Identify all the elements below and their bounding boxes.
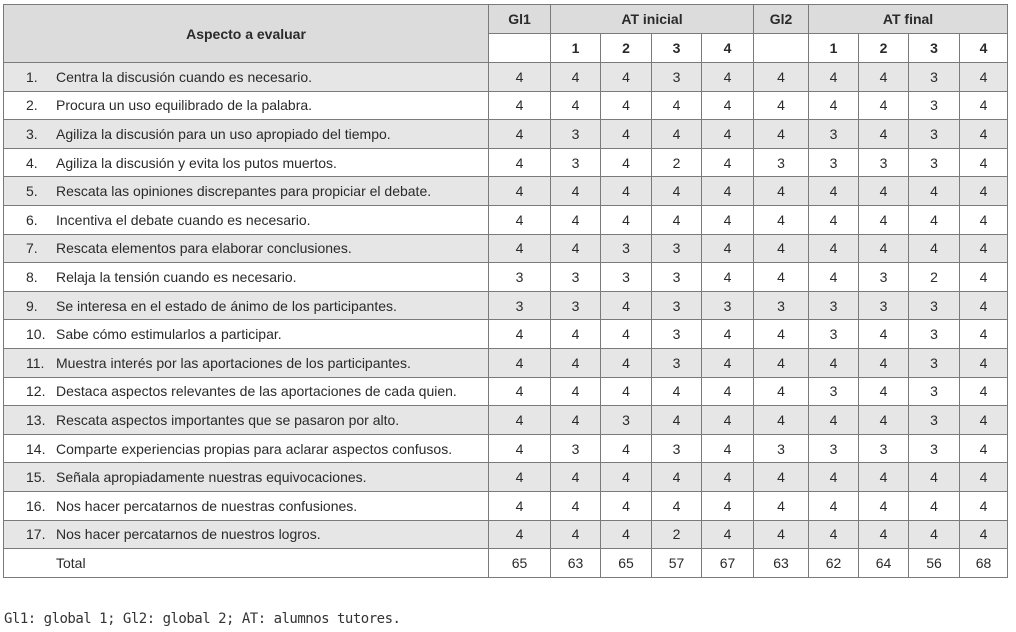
score-cell: 4 <box>960 434 1008 463</box>
score-cell: 3 <box>551 263 601 292</box>
aspect-number: 12. <box>26 383 46 400</box>
subcolumn-header <box>754 34 809 63</box>
score-cell: 4 <box>754 463 809 492</box>
score-cell: 4 <box>489 148 551 177</box>
score-cell: 4 <box>754 234 809 263</box>
table-row <box>4 463 1008 492</box>
total-cell: 63 <box>754 549 809 578</box>
score-cell: 4 <box>551 63 601 92</box>
score-cell: 4 <box>859 491 909 520</box>
aspect-number: 9. <box>26 297 38 314</box>
score-cell: 4 <box>809 234 859 263</box>
score-cell: 4 <box>702 406 754 435</box>
score-cell: 4 <box>960 91 1008 120</box>
score-cell: 4 <box>702 348 754 377</box>
score-cell: 4 <box>601 205 652 234</box>
score-cell: 3 <box>652 291 702 320</box>
score-cell: 4 <box>909 520 960 549</box>
total-cell: 68 <box>960 549 1008 578</box>
score-cell: 4 <box>489 205 551 234</box>
score-cell: 4 <box>960 291 1008 320</box>
score-cell: 4 <box>551 406 601 435</box>
aspect-text: Muestra interés por las aportaciones de los participantes. <box>56 354 411 371</box>
score-cell: 3 <box>809 320 859 349</box>
score-cell: 4 <box>489 463 551 492</box>
score-cell: 4 <box>754 348 809 377</box>
aspect-number: 17. <box>26 526 46 543</box>
score-cell: 3 <box>754 434 809 463</box>
aspect-cell <box>4 205 489 234</box>
score-cell: 4 <box>601 463 652 492</box>
subcolumn-header: 2 <box>859 34 909 63</box>
aspect-text: Procura un uso equilibrado de la palabra. <box>56 97 313 114</box>
header-row-groups <box>4 5 1008 34</box>
score-cell: 4 <box>960 63 1008 92</box>
aspect-text: Comparte experiencias propias para aclarar aspectos confusos. <box>56 440 453 457</box>
score-cell: 4 <box>489 234 551 263</box>
subcolumn-header: 1 <box>551 34 601 63</box>
score-cell: 4 <box>652 406 702 435</box>
score-cell: 3 <box>754 148 809 177</box>
score-cell: 4 <box>754 63 809 92</box>
aspect-number: 5. <box>26 183 38 200</box>
score-cell: 4 <box>859 205 909 234</box>
score-cell: 3 <box>809 120 859 149</box>
total-cell: 62 <box>809 549 859 578</box>
aspect-cell <box>4 491 489 520</box>
score-cell: 4 <box>809 491 859 520</box>
total-cell: 67 <box>702 549 754 578</box>
group-header: Gl1 <box>489 5 551 34</box>
score-cell: 4 <box>754 263 809 292</box>
aspect-text: Destaca aspectos relevantes de las aportaciones de cada quien. <box>56 383 457 400</box>
aspect-number: 16. <box>26 497 46 514</box>
aspect-cell <box>4 348 489 377</box>
total-row <box>4 549 1008 578</box>
table-header <box>4 5 1008 63</box>
score-cell: 4 <box>754 177 809 206</box>
score-cell: 4 <box>551 234 601 263</box>
table-row <box>4 63 1008 92</box>
aspect-text: Sabe cómo estimularlos a participar. <box>56 326 282 343</box>
aspect-cell <box>4 406 489 435</box>
aspect-cell <box>4 320 489 349</box>
score-cell: 4 <box>909 177 960 206</box>
aspect-text: Nos hacer percatarnos de nuestros logros. <box>56 526 321 543</box>
subcolumn-header: 4 <box>960 34 1008 63</box>
aspect-number: 15. <box>26 469 46 486</box>
score-cell: 4 <box>909 234 960 263</box>
score-cell: 4 <box>489 348 551 377</box>
total-cell: 65 <box>489 549 551 578</box>
aspect-text: Centra la discusión cuando es necesario. <box>56 68 313 85</box>
score-cell: 4 <box>489 406 551 435</box>
score-cell: 4 <box>601 348 652 377</box>
score-cell: 4 <box>652 491 702 520</box>
score-cell: 4 <box>702 148 754 177</box>
score-cell: 4 <box>652 377 702 406</box>
subcolumn-header: 1 <box>809 34 859 63</box>
aspect-cell <box>4 177 489 206</box>
aspect-text: Señala apropiadamente nuestras equivocaciones. <box>56 469 367 486</box>
aspect-cell <box>4 234 489 263</box>
score-cell: 4 <box>809 463 859 492</box>
score-cell: 4 <box>702 234 754 263</box>
score-cell: 4 <box>809 63 859 92</box>
score-cell: 4 <box>702 520 754 549</box>
score-cell: 3 <box>754 291 809 320</box>
score-cell: 3 <box>809 377 859 406</box>
score-cell: 3 <box>909 148 960 177</box>
score-cell: 4 <box>601 491 652 520</box>
score-cell: 4 <box>859 91 909 120</box>
aspect-text: Agiliza la discusión para un uso apropiado del tiempo. <box>56 125 391 142</box>
aspect-cell <box>4 120 489 149</box>
score-cell: 4 <box>601 120 652 149</box>
score-cell: 4 <box>551 348 601 377</box>
score-cell: 4 <box>551 91 601 120</box>
score-cell: 4 <box>489 91 551 120</box>
score-cell: 4 <box>489 63 551 92</box>
aspect-text: Relaja la tensión cuando es necesario. <box>56 268 297 285</box>
score-cell: 4 <box>909 463 960 492</box>
score-cell: 4 <box>702 120 754 149</box>
score-cell: 3 <box>859 148 909 177</box>
score-cell: 3 <box>601 406 652 435</box>
score-cell: 3 <box>489 263 551 292</box>
score-cell: 4 <box>809 205 859 234</box>
score-cell: 4 <box>754 406 809 435</box>
score-cell: 4 <box>652 91 702 120</box>
aspect-number: 2. <box>26 97 38 114</box>
subcolumn-header <box>489 34 551 63</box>
table-row <box>4 434 1008 463</box>
aspect-number: 11. <box>26 354 45 371</box>
subcolumn-header: 3 <box>652 34 702 63</box>
score-cell: 4 <box>652 463 702 492</box>
score-cell: 3 <box>909 63 960 92</box>
score-cell: 3 <box>809 291 859 320</box>
score-cell: 4 <box>601 377 652 406</box>
aspect-text: Se interesa en el estado de ánimo de los participantes. <box>56 297 397 314</box>
aspect-cell <box>4 520 489 549</box>
score-cell: 4 <box>551 320 601 349</box>
score-cell: 4 <box>702 263 754 292</box>
aspect-text: Agiliza la discusión y evita los putos muertos. <box>56 154 337 171</box>
score-cell: 3 <box>909 406 960 435</box>
group-header: Gl2 <box>754 5 809 34</box>
score-cell: 3 <box>551 148 601 177</box>
score-cell: 4 <box>601 434 652 463</box>
aspect-cell <box>4 291 489 320</box>
score-cell: 3 <box>909 348 960 377</box>
score-cell: 4 <box>702 177 754 206</box>
group-header: AT inicial <box>551 5 754 34</box>
aspect-header: Aspecto a evaluar <box>4 5 489 63</box>
score-cell: 3 <box>859 434 909 463</box>
score-cell: 4 <box>859 177 909 206</box>
table-row <box>4 291 1008 320</box>
score-cell: 4 <box>551 463 601 492</box>
score-cell: 4 <box>702 377 754 406</box>
score-cell: 3 <box>909 320 960 349</box>
aspect-cell <box>4 148 489 177</box>
score-cell: 4 <box>551 520 601 549</box>
score-cell: 3 <box>702 291 754 320</box>
total-cell: 64 <box>859 549 909 578</box>
score-cell: 4 <box>601 148 652 177</box>
table-row <box>4 491 1008 520</box>
aspect-cell <box>4 434 489 463</box>
score-cell: 2 <box>652 520 702 549</box>
score-cell: 4 <box>859 120 909 149</box>
score-cell: 4 <box>809 406 859 435</box>
score-cell: 3 <box>809 434 859 463</box>
score-cell: 4 <box>960 148 1008 177</box>
aspect-number: 7. <box>26 240 38 257</box>
score-cell: 4 <box>960 234 1008 263</box>
aspect-number: 1. <box>26 68 38 85</box>
score-cell: 4 <box>960 348 1008 377</box>
evaluation-table <box>3 4 1008 578</box>
table-footnote: Gl1: global 1; Gl2: global 2; AT: alumnos tutores. <box>4 611 401 627</box>
table-row <box>4 320 1008 349</box>
score-cell: 4 <box>960 377 1008 406</box>
aspect-number: 13. <box>26 411 46 428</box>
table-row <box>4 120 1008 149</box>
score-cell: 3 <box>859 291 909 320</box>
subcolumn-header: 2 <box>601 34 652 63</box>
aspect-text: Incentiva el debate cuando es necesario. <box>56 211 311 228</box>
score-cell: 4 <box>754 205 809 234</box>
score-cell: 4 <box>702 463 754 492</box>
score-cell: 4 <box>909 491 960 520</box>
score-cell: 3 <box>909 434 960 463</box>
score-cell: 4 <box>601 177 652 206</box>
score-cell: 3 <box>909 291 960 320</box>
score-cell: 4 <box>754 520 809 549</box>
score-cell: 4 <box>960 463 1008 492</box>
score-cell: 4 <box>652 205 702 234</box>
evaluation-table-container <box>3 4 1007 578</box>
table-row <box>4 91 1008 120</box>
score-cell: 4 <box>859 520 909 549</box>
score-cell: 4 <box>754 320 809 349</box>
score-cell: 4 <box>960 120 1008 149</box>
score-cell: 3 <box>652 234 702 263</box>
score-cell: 3 <box>859 263 909 292</box>
total-cell: 63 <box>551 549 601 578</box>
score-cell: 3 <box>652 320 702 349</box>
aspect-text: Nos hacer percatarnos de nuestras confusiones. <box>56 497 358 514</box>
score-cell: 4 <box>601 91 652 120</box>
score-cell: 4 <box>809 520 859 549</box>
score-cell: 4 <box>960 491 1008 520</box>
aspect-number: 10. <box>26 326 46 343</box>
score-cell: 4 <box>809 177 859 206</box>
score-cell: 4 <box>601 320 652 349</box>
score-cell: 3 <box>909 120 960 149</box>
aspect-number: 4. <box>26 154 38 171</box>
score-cell: 4 <box>652 120 702 149</box>
score-cell: 4 <box>551 377 601 406</box>
score-cell: 4 <box>551 491 601 520</box>
score-cell: 4 <box>859 234 909 263</box>
score-cell: 4 <box>754 377 809 406</box>
subcolumn-header: 4 <box>702 34 754 63</box>
aspect-cell <box>4 377 489 406</box>
score-cell: 4 <box>754 491 809 520</box>
score-cell: 4 <box>859 463 909 492</box>
table-row <box>4 377 1008 406</box>
score-cell: 4 <box>489 520 551 549</box>
score-cell: 3 <box>652 63 702 92</box>
score-cell: 4 <box>489 120 551 149</box>
score-cell: 3 <box>601 234 652 263</box>
score-cell: 4 <box>489 320 551 349</box>
aspect-cell <box>4 263 489 292</box>
aspect-number: 3. <box>26 125 38 142</box>
score-cell: 4 <box>702 63 754 92</box>
aspect-text: Rescata elementos para elaborar conclusiones. <box>56 240 352 257</box>
aspect-text: Rescata aspectos importantes que se pasaron por alto. <box>56 411 400 428</box>
score-cell: 4 <box>489 377 551 406</box>
score-cell: 4 <box>489 177 551 206</box>
score-cell: 4 <box>809 348 859 377</box>
score-cell: 4 <box>489 434 551 463</box>
score-cell: 3 <box>652 348 702 377</box>
aspect-cell <box>4 463 489 492</box>
score-cell: 4 <box>960 177 1008 206</box>
score-cell: 3 <box>652 263 702 292</box>
score-cell: 4 <box>601 520 652 549</box>
score-cell: 4 <box>702 205 754 234</box>
score-cell: 2 <box>652 148 702 177</box>
score-cell: 4 <box>859 348 909 377</box>
score-cell: 4 <box>960 320 1008 349</box>
score-cell: 4 <box>551 205 601 234</box>
table-row <box>4 234 1008 263</box>
score-cell: 3 <box>909 91 960 120</box>
table-row <box>4 177 1008 206</box>
table-row <box>4 263 1008 292</box>
table-row <box>4 148 1008 177</box>
score-cell: 3 <box>551 434 601 463</box>
score-cell: 4 <box>809 263 859 292</box>
total-cell: 65 <box>601 549 652 578</box>
score-cell: 4 <box>960 520 1008 549</box>
score-cell: 4 <box>601 291 652 320</box>
score-cell: 4 <box>960 263 1008 292</box>
score-cell: 4 <box>702 491 754 520</box>
score-cell: 4 <box>652 177 702 206</box>
table-row <box>4 520 1008 549</box>
score-cell: 4 <box>809 91 859 120</box>
table-body <box>4 63 1008 578</box>
table-row <box>4 406 1008 435</box>
score-cell: 4 <box>909 205 960 234</box>
aspect-cell <box>4 63 489 92</box>
table-row <box>4 205 1008 234</box>
score-cell: 3 <box>489 291 551 320</box>
score-cell: 3 <box>652 434 702 463</box>
total-cell: 56 <box>909 549 960 578</box>
score-cell: 3 <box>809 148 859 177</box>
score-cell: 2 <box>909 263 960 292</box>
score-cell: 4 <box>859 320 909 349</box>
score-cell: 4 <box>702 91 754 120</box>
score-cell: 4 <box>601 63 652 92</box>
aspect-number: 8. <box>26 268 38 285</box>
score-cell: 3 <box>909 377 960 406</box>
aspect-text: Rescata las opiniones discrepantes para propiciar el debate. <box>56 183 432 200</box>
subcolumn-header: 3 <box>909 34 960 63</box>
score-cell: 3 <box>601 263 652 292</box>
score-cell: 4 <box>960 406 1008 435</box>
total-label: Total <box>4 549 489 578</box>
score-cell: 4 <box>551 177 601 206</box>
aspect-cell <box>4 91 489 120</box>
score-cell: 3 <box>551 120 601 149</box>
score-cell: 4 <box>702 434 754 463</box>
score-cell: 4 <box>859 406 909 435</box>
score-cell: 4 <box>960 205 1008 234</box>
table-row <box>4 348 1008 377</box>
score-cell: 4 <box>702 320 754 349</box>
aspect-number: 6. <box>26 211 38 228</box>
group-header: AT final <box>809 5 1008 34</box>
score-cell: 4 <box>859 63 909 92</box>
score-cell: 4 <box>754 91 809 120</box>
score-cell: 4 <box>489 491 551 520</box>
total-cell: 57 <box>652 549 702 578</box>
score-cell: 4 <box>754 120 809 149</box>
aspect-number: 14. <box>26 440 46 457</box>
score-cell: 3 <box>551 291 601 320</box>
score-cell: 4 <box>859 377 909 406</box>
